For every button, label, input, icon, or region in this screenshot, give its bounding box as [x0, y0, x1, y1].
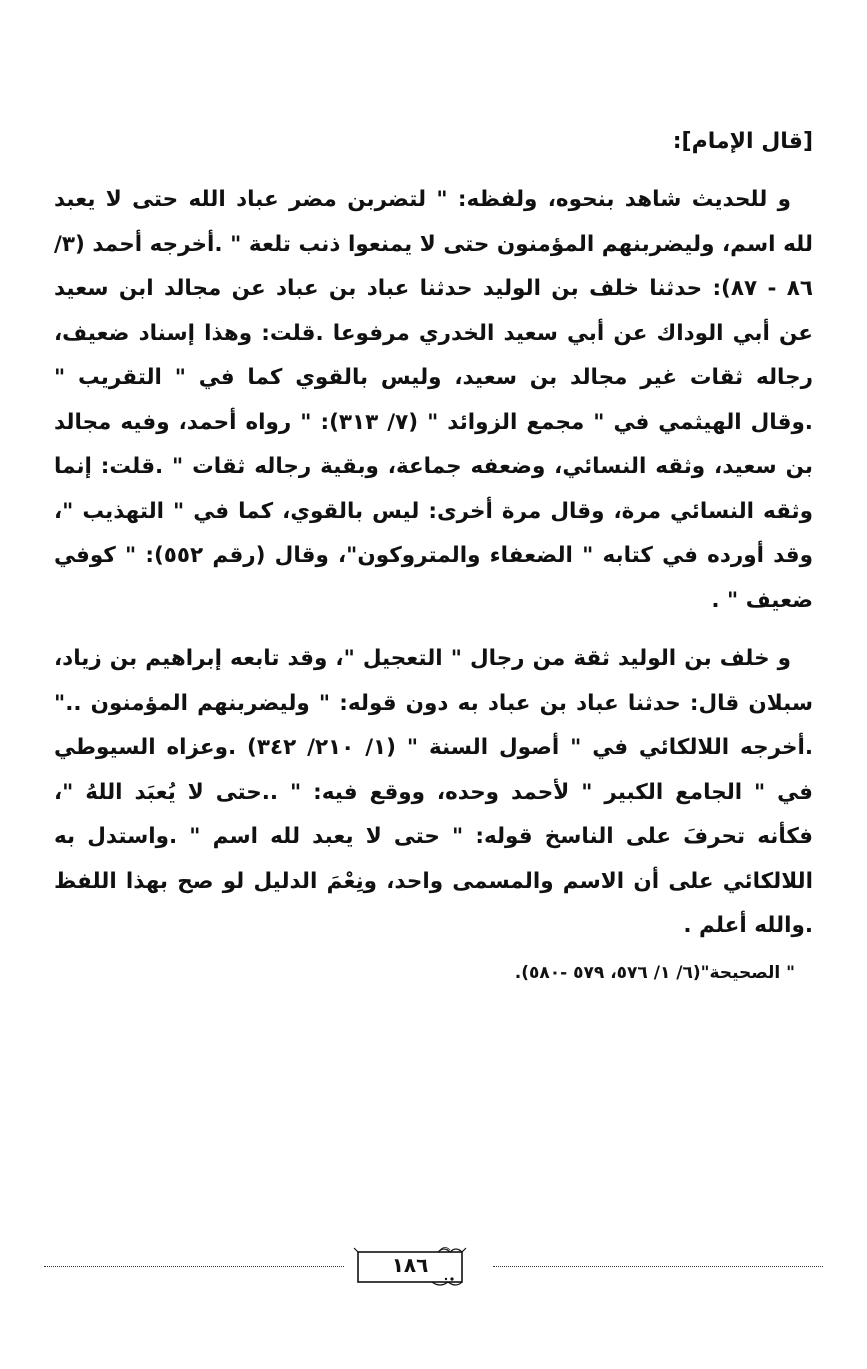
- page-number-frame: [352, 1246, 468, 1286]
- paragraph-2: و خلف بن الوليد ثقة من رجال " التعجيل "، وقد تابعه إبراهيم بن زياد، سبلان قال: حدثنا عباد بن عباد به دون قوله: " وليضربنهم المؤمنون .." .أخرجه اللالكائي في " أصول السنة " (١/ ٢١٠/ ٣٤٢) .وعزاه السيوطي في " الجامع الكبير " لأحمد وحده، ووقع فيه: " ..حتى لا يُعبَد اللهُ "، فكأنه تحرفَ على الناسخ قوله: " حتى لا يعبد لله اسم " .واستدل به اللالكائي على أن الاسم والمسمى واحد، ونِعْمَ الدليل لو صح بهذا اللفظ .والله أعلم .: [54, 646, 813, 938]
- source-reference: " الصحيحة"(٦/ ١/ ٥٧٦، ٥٧٩ -٥٨٠).: [514, 962, 795, 983]
- main-text: [54, 122, 813, 991]
- page-number: ١٨٦: [391, 1253, 429, 1277]
- paragraph-1: و للحديث شاهد بنحوه، ولفظه: " لتضربن مضر عباد الله حتى لا يعبد لله اسم، وليضربنهم المؤمنون حتى لا يمنعوا ذنب تلعة " .أخرجه أحمد (٣/ ٨٦ - ٨٧): حدثنا خلف بن الوليد حدثنا عباد بن عباد عن مجالد ابن سعيد عن أبي الوداك عن أبي سعيد الخدري مرفوعا .قلت: وهذا إسناد ضعيف، رجاله ثقات غير مجالد بن سعيد، وليس بالقوي كما في " التقريب " .وقال الهيثمي في " مجمع الزوائد " (٧/ ٣١٣): " رواه أحمد، وفيه مجالد بن سعيد، وثقه النسائي، وضعفه جماعة، وبقية رجاله ثقات " .قلت: إنما وثقه النسائي مرة، وقال مرة أخرى: ليس بالقوي، كما في " التهذيب "، وقد أورده في كتابه " الضعفاء والمتروكون"، وقال (رقم ٥٥٢): " كوفي ضعيف " .: [54, 187, 813, 613]
- page-footer: [44, 1246, 823, 1290]
- section-heading: [قال الإمام]:: [672, 129, 813, 154]
- footer-divider-left: [44, 1266, 344, 1267]
- footer-divider-right: [493, 1266, 823, 1267]
